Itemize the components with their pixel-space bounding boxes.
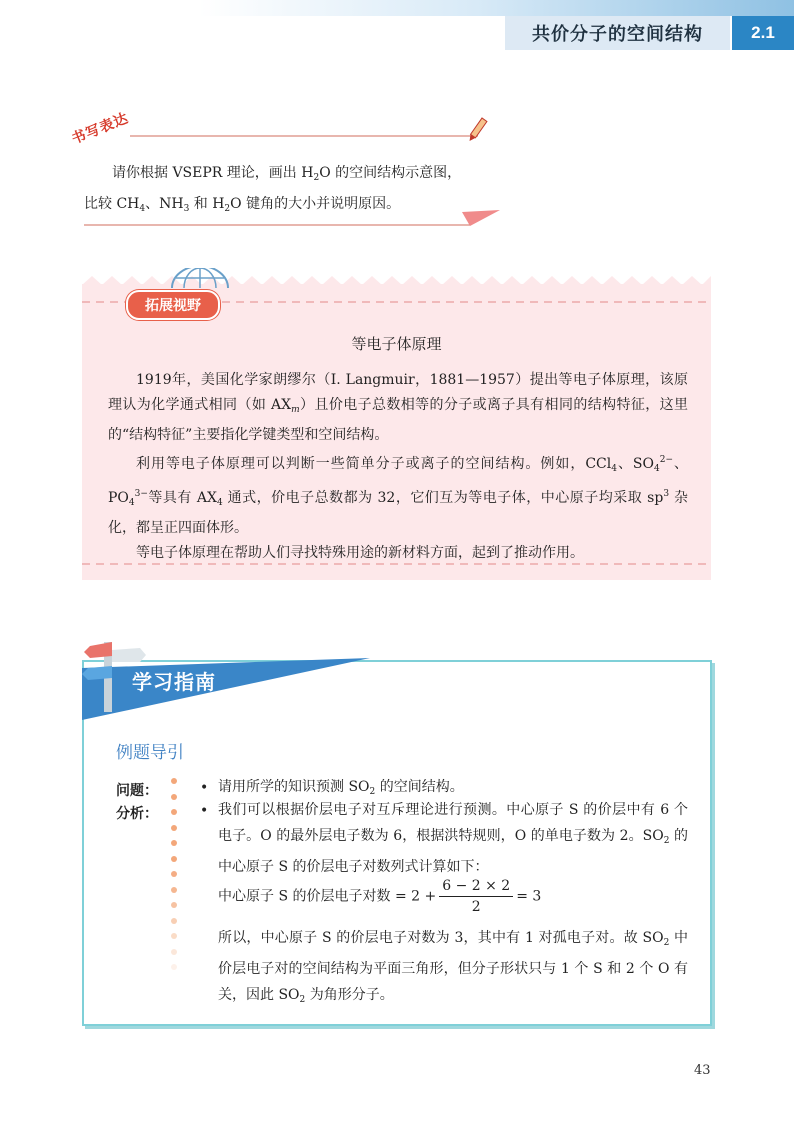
question-label: 问题： (116, 782, 158, 798)
section-number: 2.1 (732, 16, 794, 50)
expand-vision-tag: 拓展视野 (126, 290, 220, 320)
expand-body (108, 368, 688, 566)
pencil-icon (467, 118, 487, 143)
analysis-bullet: • (200, 803, 209, 819)
example-title: 例题导引 (116, 743, 184, 762)
question-bullet: • (200, 780, 209, 796)
page-number: 43 (694, 1063, 711, 1078)
writing-prompt: 请你根据 VSEPR 理论，画出 $H_2O$ 的空间结构示意图， 比较 $CH_4$、$NH_3$ 和 $H_2O$ 键角的大小并说明原因。 (84, 165, 462, 214)
chapter-title: 共价分子的空间结构 (505, 16, 730, 50)
guide-banner-decoration (70, 628, 370, 728)
guide-banner-title: 学习指南 (132, 672, 216, 694)
analysis-text-1: 我们可以根据价层电子对互斥理论进行预测。中心原子 S 的价层中有 6 个电子。O 的最外层电子数为 6，根据洪特规则，O 的单电子数为 2。$SO_2$ 的中心原子 S 的价层电子对数列式计算如下： (218, 802, 689, 875)
formula-fraction: $\frac{6 - 2 \times 2}{2}$ (439, 876, 513, 917)
analysis-text-2: 所以，中心原子 S 的价层电子对数为 3，其中有 1 对孤电子对。故 $SO_2$ 中价层电子对的空间结构为平面三角形，但分子形状只与 1 个 S 和 2 个 O 有关，因此 $SO_2$ 为角形分子。 (218, 930, 688, 1005)
question-text: 请用所学的知识预测 $SO_2$ 的空间结构。 (218, 779, 464, 797)
dot-column (171, 778, 177, 980)
formula-line: 中心原子 S 的价层电子对数 = 2 + $\frac{6 - 2 \times 2}{2}$ = 3 (218, 878, 542, 915)
expand-paragraph-2: 利用等电子体原理可以判断一些简单分子或离子的空间结构。例如，CCl$_4$、$SO_4^{2-}$、$PO_4^{3-}$等具有 $AX_4$ 通式，价电子总数都为 32，它们互为等电子体，中心原子均采取 $sp^3$ 杂化，都呈正四面体形。 (108, 455, 689, 536)
writing-tag: 书写表达 (69, 109, 131, 147)
expand-title: 等电子体原理 (351, 335, 442, 353)
expand-paragraph-1: 1919年，美国化学家朗缪尔（I. Langmuir，1881—1957）提出等电子体原理，该原理认为化学通式相同（如 $AX_m$）且价电子总数相等的分子或离子具有相同的结构特征，这里的“结构特征”主要指化学键类型和空间结构。 (108, 372, 689, 443)
expand-paragraph-3: 等电子体原理在帮助人们寻找特殊用途的新材料方面，起到了推动作用。 (136, 545, 584, 561)
analysis-label: 分析： (116, 805, 158, 821)
